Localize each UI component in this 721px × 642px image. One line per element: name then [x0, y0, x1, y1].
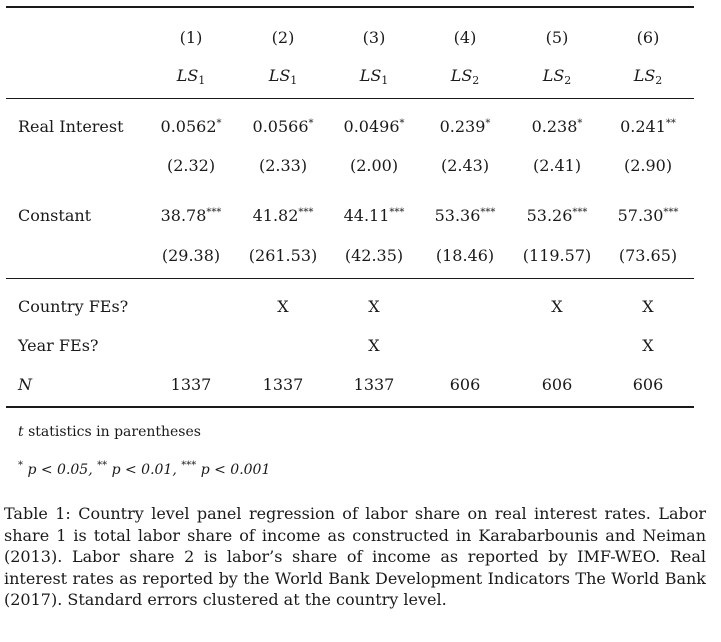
col-number: (6) — [636, 28, 660, 47]
n-cell: 606 — [632, 375, 664, 394]
col-number: (3) — [362, 28, 386, 47]
header-rule — [6, 98, 694, 99]
table-caption: Table 1: Country level panel regression of labor share on real interest rates. Labor share 1 is total labor share of income as constructed in Karabarbounis and Neiman (2013). Labor share 2 is labor’s share of income as reported by IMF-WEO. Real interest rates as reported by the World Bank Development Indicators The World Bank (2017). Standard errors clustered at the country level. — [4, 504, 706, 609]
col-number: (4) — [453, 28, 477, 47]
coef-cell: 44.11*** — [343, 206, 405, 225]
n-cell: 1337 — [353, 375, 395, 394]
row-label-country-fes: Country FEs? — [18, 297, 129, 316]
coef-cell: 0.241** — [620, 117, 676, 136]
tstat-cell: (119.57) — [522, 246, 592, 265]
tstat-cell: (2.90) — [623, 156, 673, 175]
tstat-cell: (2.32) — [166, 156, 216, 175]
row-label-year-fes: Year FEs? — [18, 336, 99, 355]
tstat-cell: (73.65) — [618, 246, 678, 265]
coef-cell: 38.78*** — [160, 206, 222, 225]
tstat-note: t statistics in parentheses — [18, 424, 201, 440]
row-label-n: N — [18, 375, 32, 394]
tstat-cell: (2.33) — [258, 156, 308, 175]
coef-cell: 0.0496* — [343, 117, 405, 136]
bottom-rule — [6, 406, 694, 408]
col-number: (2) — [271, 28, 295, 47]
col-depvar: $LS_1$ — [268, 66, 298, 87]
coef-cell: 41.82*** — [252, 206, 314, 225]
coef-cell: 0.0562* — [160, 117, 222, 136]
tstat-cell: (2.41) — [532, 156, 582, 175]
top-rule — [6, 6, 694, 8]
n-cell: 606 — [541, 375, 573, 394]
coef-cell: 0.238* — [531, 117, 583, 136]
col-depvar: $LS_1$ — [359, 66, 389, 87]
tstat-cell: (18.46) — [435, 246, 495, 265]
col-depvar: $LS_1$ — [176, 66, 206, 87]
tstat-cell: (2.43) — [440, 156, 490, 175]
coef-cell: 53.36*** — [434, 206, 496, 225]
tstat-cell: (29.38) — [161, 246, 221, 265]
tstat-cell: (2.00) — [349, 156, 399, 175]
row-label-real-interest: Real Interest — [18, 117, 124, 136]
coef-cell: 53.26*** — [526, 206, 588, 225]
tstat-cell: (42.35) — [344, 246, 404, 265]
coef-cell: 0.0566* — [252, 117, 314, 136]
col-depvar: $LS_2$ — [450, 66, 480, 87]
col-number: (1) — [179, 28, 203, 47]
n-cell: 1337 — [170, 375, 212, 394]
col-number: (5) — [545, 28, 569, 47]
n-cell: 606 — [449, 375, 481, 394]
fe-cell: X — [551, 297, 563, 316]
body-rule — [6, 278, 694, 279]
fe-cell: X — [642, 297, 654, 316]
fe-cell: X — [277, 297, 289, 316]
row-label-constant: Constant — [18, 206, 92, 225]
coef-cell: 57.30*** — [617, 206, 679, 225]
fe-cell: X — [368, 336, 380, 355]
coef-cell: 0.239* — [439, 117, 491, 136]
col-depvar: $LS_2$ — [633, 66, 663, 87]
col-depvar: $LS_2$ — [542, 66, 572, 87]
fe-cell: X — [642, 336, 654, 355]
fe-cell: X — [368, 297, 380, 316]
n-cell: 1337 — [262, 375, 304, 394]
significance-note: * p < 0.05, ** p < 0.01, *** p < 0.001 — [18, 460, 271, 478]
tstat-cell: (261.53) — [248, 246, 318, 265]
